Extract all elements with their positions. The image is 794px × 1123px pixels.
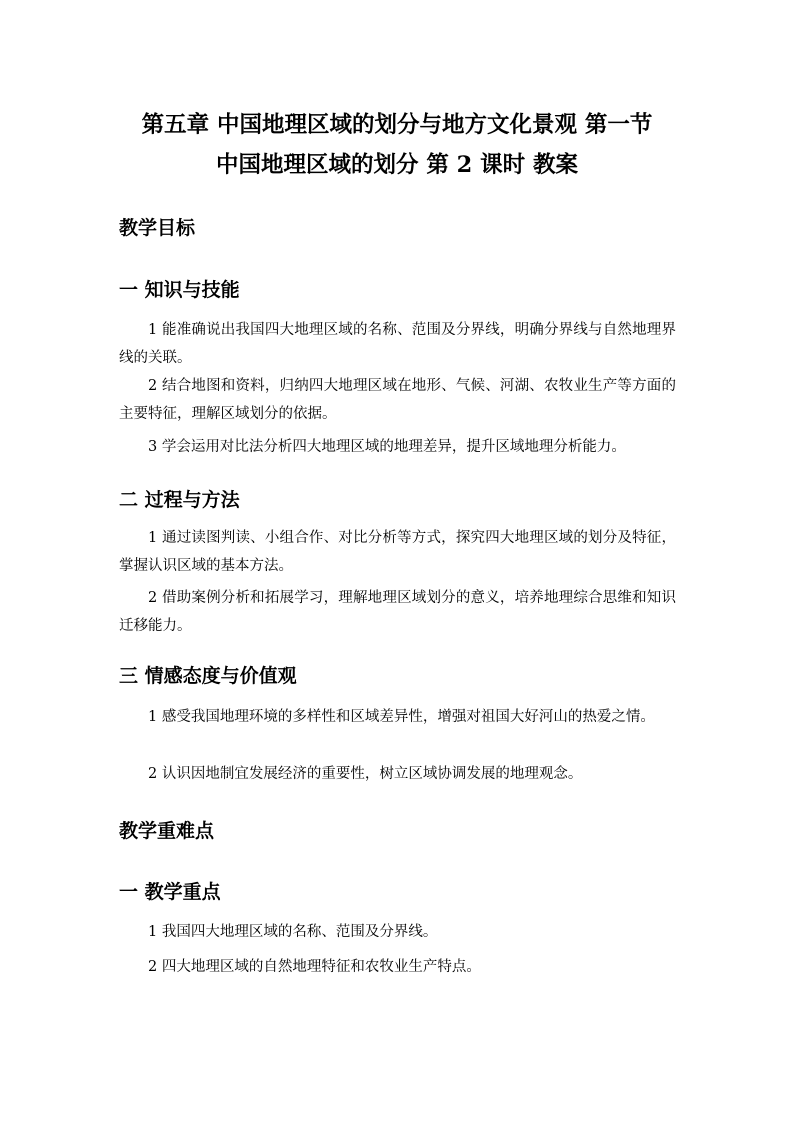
- objective-knowledge-item-2: 2 结合地图和资料，归纳四大地理区域在地形、气候、河湖、农牧业生产等方面的主要特征，理解区域划分的依据。: [119, 378, 676, 422]
- section-heading-objectives: 教学目标: [119, 217, 196, 239]
- focus-item-2: 2 四大地理区域的自然地理特征和农牧业生产特点。: [148, 959, 481, 975]
- focus-item-1: 1 我国四大地理区域的名称、范围及分界线。: [148, 924, 438, 940]
- section-heading-key-points: 教学重难点: [119, 820, 215, 842]
- subheading-attitudes-values: 三 情感态度与价值观: [119, 665, 297, 687]
- document-title-line-1: 第五章 中国地理区域的划分与地方文化景观 第一节: [141, 112, 653, 138]
- objective-process-item-1: 1 通过读图判读、小组合作、对比分析等方式，探究四大地理区域的划分及特征，掌握认识区域的基本方法。: [119, 530, 676, 574]
- objective-knowledge-item-3: 3 学会运用对比法分析四大地理区域的地理差异，提升区域地理分析能力。: [148, 439, 626, 455]
- objective-values-item-2: 2 认识因地制宜发展经济的重要性，树立区域协调发展的地理观念。: [148, 766, 583, 782]
- subheading-knowledge-skills: 一 知识与技能: [119, 279, 240, 301]
- document-title-line-2: 中国地理区域的划分 第 2 课时 教案: [216, 152, 578, 178]
- objective-values-item-1: 1 感受我国地理环境的多样性和区域差异性，增强对祖国大好河山的热爱之情。: [148, 709, 655, 725]
- subheading-process-methods: 二 过程与方法: [119, 489, 240, 511]
- objective-process-item-2: 2 借助案例分析和拓展学习，理解地理区域划分的意义，培养地理综合思维和知识迁移能力。: [119, 590, 676, 634]
- subheading-teaching-focus: 一 教学重点: [119, 881, 221, 903]
- objective-knowledge-item-1: 1 能准确说出我国四大地理区域的名称、范围及分界线，明确分界线与自然地理界线的关联。: [119, 322, 676, 366]
